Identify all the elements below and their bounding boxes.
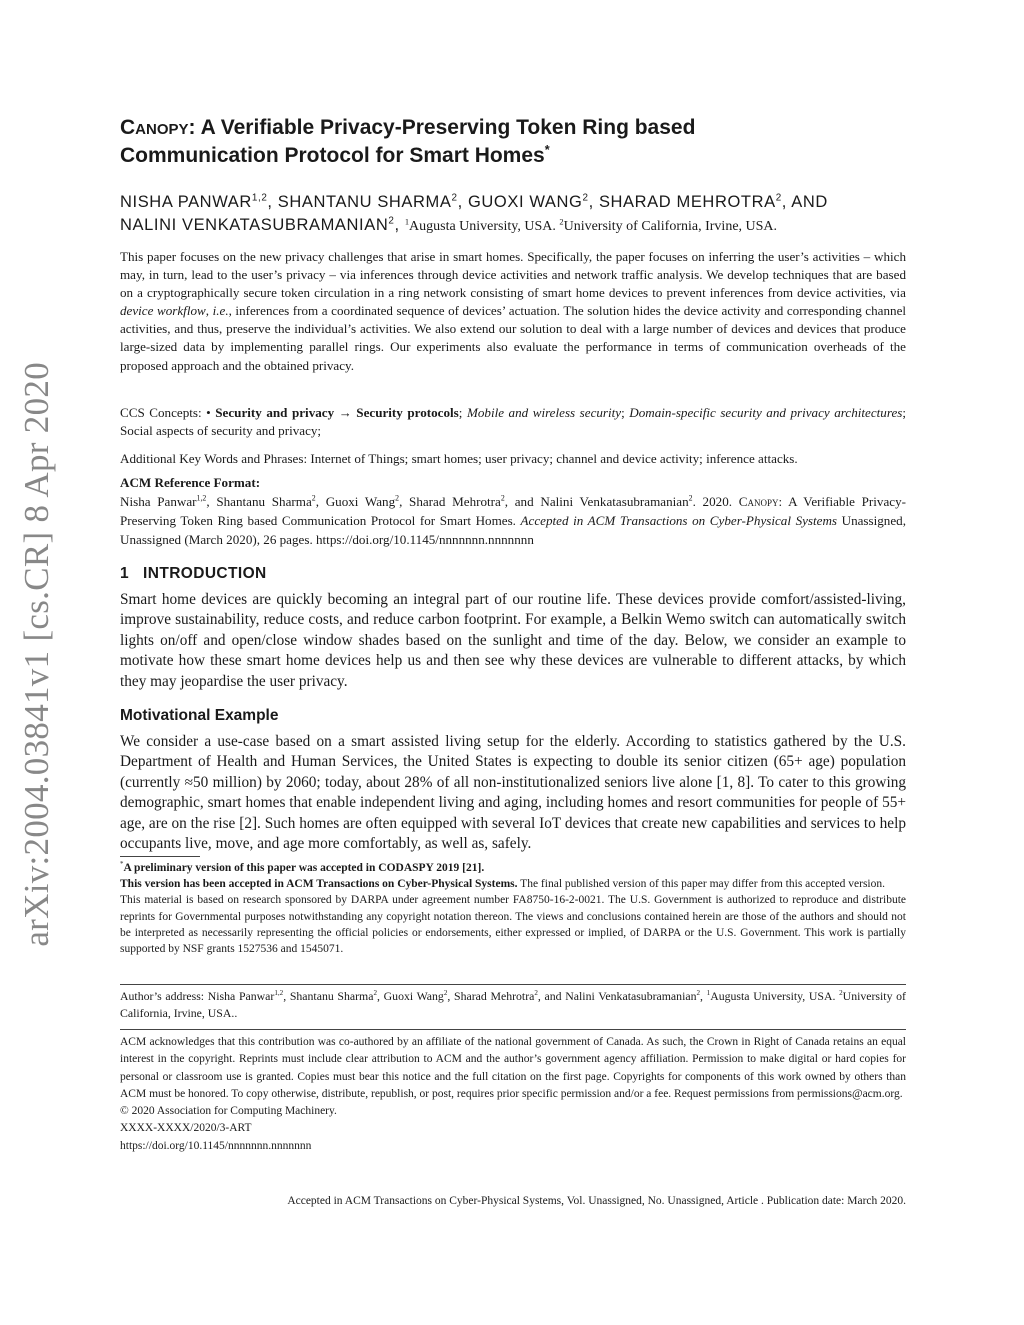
keywords: Additional Key Words and Phrases: Internet of Things; smart homes; user privacy; channel and device activity; inference attacks. bbox=[120, 451, 798, 466]
reference-format: Nisha Panwar$^{1,2}$, Shantanu Sharma$^2$, Guoxi Wang$^2$, Sharad Mehrotra$^2$, and Nalini Venkatasubramanian$^2$. 2020. Canopy: A Verifiable Privacy-Preserving Token Ring based Communication Protocol for Smart Homes. Accepted in ACM Transactions on Cyber-Physical Systems Unassigned, Unassigned (March 2020), 26 pages. https://doi.org/10.1145/nnnnnnn.nnnnnnn bbox=[120, 493, 906, 547]
motivation-paragraph: We consider a use-case based on a smart assisted living setup for the elderly. According to statistics gathered by the U.S. Department of Health and Human Services, the United States is expecting to double its senior citizen (65+ age) population (currently ≈50 million) by 2060; today, about 28% of all non-institutionalized seniors live alone [1, 8]. To cater to this growing demographic, smart homes that enable independent living and aging, including homes and resort communities for people of 55+ age, are on the rise [2]. Such homes are often equipped with several IoT devices that create new capabilities and services to help occupants live, move, and age more comfortably, as well as, safely. bbox=[120, 733, 906, 853]
ccs-concepts: CCS Concepts: • Security and privacy → Security protocols; Mobile and wireless security; Domain-specific security and privacy architectures; Social aspects of security and privacy; bbox=[120, 405, 907, 439]
footnotes bbox=[120, 860, 906, 957]
footnote-divider bbox=[120, 856, 200, 857]
introduction-paragraph: Smart home devices are quickly becoming an integral part of our routine life. These devices provide comfort/assisted-living, improve sustainability, reduce costs, and reduce carbon footprint. For example, a Belkin Wemo switch can automatically switch lights on/off and open/close window shades based on the sunlight and time of the day. Below, we consider an example to motivate how these smart home devices help us and then see why these devices are vulnerable to different attacks, by which they may jeopardise the user privacy. bbox=[120, 591, 906, 690]
acm-issn: XXXX-XXXX/2020/3-ART bbox=[120, 1122, 252, 1135]
abstract: This paper focuses on the new privacy challenges that arise in smart homes. Specifically, the paper focuses on inferring the user’s activities – which may, in turn, lead to the user’s privacy – via inferences through device activities and network traffic analysis. We develop techniques that are based on a cryptographically secure token circulation in a ring network consisting of smart home devices to prevent inferences from device activities, via device workflow, i.e., inferences from a coordinated sequence of devices’ actuation. The solution hides the device activity and corresponding channel activities, and thus, preserve the individual’s activities. We also extend our solution to deal with a large number of devices and devices that produce large-sized data by implementing parallel rings. Our experiments also evaluate the performance in terms of communication overheads of the proposed approach and the obtained privacy. bbox=[120, 249, 907, 373]
page-footer: Accepted in ACM Transactions on Cyber-Physical Systems, Vol. Unassigned, No. Unassigned, Article . Publication date: March 2020. bbox=[287, 1195, 906, 1207]
footnote-accepted: This version has been accepted in ACM Transactions on Cyber-Physical Systems. The final published version of this paper may differ from this accepted version. bbox=[120, 878, 885, 891]
acm-copyright: © 2020 Association for Computing Machinery. bbox=[120, 1105, 337, 1118]
author-address: Author’s address: Nisha Panwar$^{1,2}$, Shantanu Sharma$^2$, Guoxi Wang$^2$, Sharad Mehrotra$^2$, and Nalini Venkatasubramanian$^2$, $^1$Augusta University, USA. $^2$University of California, Irvine, USA.. bbox=[120, 989, 906, 1020]
author-list: NISHA PANWAR$^{1,2}$, SHANTANU SHARMA$^2$, GUOXI WANG$^2$, SHARAD MEHROTRA$^2$, AND NALINI VENKATASUBRAMANIAN$^2$, $^1$Augusta University, USA. $^2$University of California, Irvine, USA. bbox=[120, 192, 828, 234]
arxiv-identifier-text: arXiv:2004.03841v1 [cs.CR] 8 Apr 2020 bbox=[17, 362, 56, 947]
footnote-preliminary: *A preliminary version of this paper was accepted in CODASPY 2019 [21]. bbox=[120, 861, 485, 874]
address-divider bbox=[120, 984, 906, 985]
section-heading-introduction: 1 INTRODUCTION bbox=[120, 565, 267, 582]
footnote-funding: This material is based on research sponsored by DARPA under agreement number FA8750-16-2-0021. The U.S. Government is authorized to reproduce and distribute reprints for Governmental purposes notwithstanding any copyright notation thereon. The views and conclusions contained herein are those of the authors and should not be interpreted as necessarily representing the official policies or endorsements, either expressed or implied, of DARPA or the U.S. Government. This work is partially supported by NSF grants 1527536 and 1545071. bbox=[120, 894, 906, 956]
author-affiliations: $^1$Augusta University, USA. $^2$University of California, Irvine, USA. bbox=[404, 217, 778, 234]
reference-format-heading: ACM Reference Format: bbox=[120, 475, 261, 490]
paper-title: Canopy: A Verifiable Privacy-Preserving Token Ring based Communication Protocol for Smart Homes* bbox=[120, 116, 696, 167]
acm-notice: ACM acknowledges that this contribution was co-authored by an affiliate of the national government of Canada. As such, the Crown in Right of Canada retains an equal interest in the copyright. Reprints must include clear attribution to ACM and the author’s government agency affiliation. Permission to make digital or hard copies for personal or classroom use is granted. Copies must bear this notice and the full citation on the first page. Copyrights for components of this work owned by others than ACM must be honored. To copy otherwise, distribute, republish, or post, requires prior specific permission and/or a fee. Request permissions from permissions@acm.org. bbox=[120, 1036, 906, 1100]
subsection-heading-motivation: Motivational Example bbox=[120, 707, 279, 724]
acm-doi: https://doi.org/10.1145/nnnnnnn.nnnnnnn bbox=[120, 1139, 312, 1152]
acm-divider bbox=[120, 1029, 906, 1030]
acm-copyright-block bbox=[120, 1034, 906, 1155]
